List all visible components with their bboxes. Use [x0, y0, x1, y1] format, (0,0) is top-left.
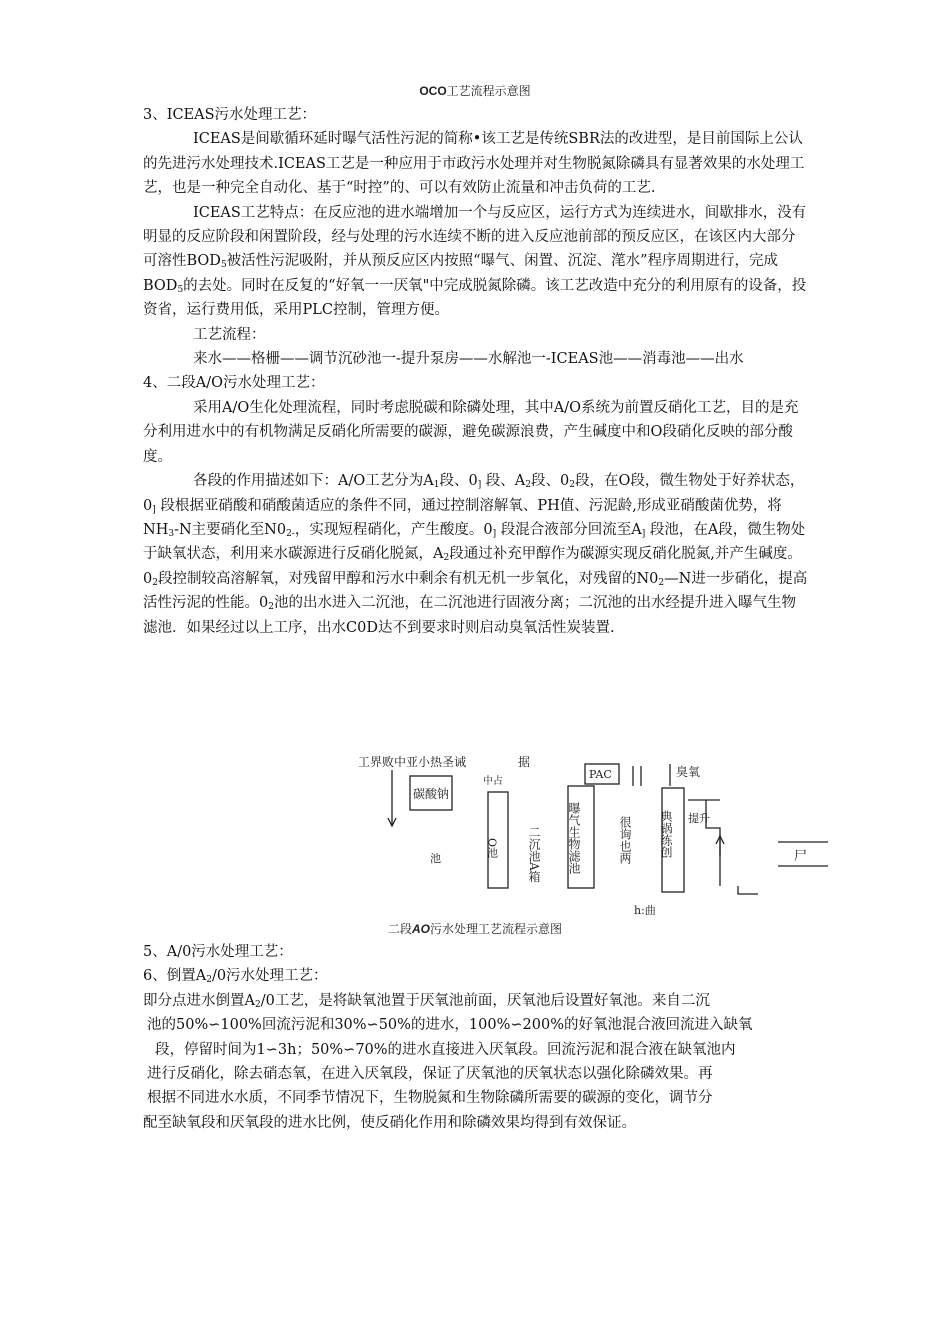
section6-line-1: 即分点进水倒置$A_2/0$工艺，是将缺氧池置于厌氧池前面，厌氧池后设置好氧池。来自二沉: [143, 992, 710, 1010]
ao-process-diagram: [358, 756, 828, 916]
lift-label: 提升: [688, 812, 710, 825]
biofilter-label: 曝气生物滤池: [567, 802, 581, 874]
section5-heading: 5、A/0污水处理工艺：: [143, 944, 293, 960]
diagram-top-right-text: 据: [518, 756, 531, 769]
ozone-label: 臭氧: [676, 765, 701, 779]
section4-heading: 4、二段A/O污水处理工艺：: [143, 375, 325, 392]
ozone-tank-label: 典锅练创: [659, 810, 673, 858]
caption-bold: OCO: [419, 84, 447, 98]
outlet-pipe: [738, 886, 758, 894]
section6-line-6: 配至缺氧段和厌氧段的进水比例，使反硝化作用和除磷效果均得到有效保证。: [143, 1114, 636, 1131]
bottom-label: h:曲: [634, 904, 656, 916]
o-tank-label: O池: [485, 838, 499, 859]
section3-heading: 3、ICEAS污水处理工艺：: [143, 107, 317, 123]
section3-paragraph-1: ICEAS是间歇循环延时曝气活性污泥的简称•该工艺是传统SBR法的改进型，是目前国际上公认的先进污水处理技术.ICEAS工艺是一种应用于市政污水处理并对生物脱氮除磷具有显著效果的水处理工艺，也是一种完全自动化、基于“时控”的、可以有效防止流量和冲击负荷的工艺.: [143, 131, 805, 197]
chi-label: 池: [430, 852, 441, 865]
section4-paragraph-1: 采用A/O生化处理流程，同时考虑脱碳和除磷处理，其中A/O系统为前置反硝化工艺，目的是充分利用进水中的有机物满足反硝化所需要的碳源，避免碳源浪费，产生碱度中和O段硝化反映的部分酸度。: [143, 399, 799, 465]
diagram-top-text: 工界败中亚小热圣诫: [358, 756, 467, 769]
soda-label: 碳酸钠: [413, 787, 450, 801]
section3-process-flow: 来水——格栅——调节沉砂池一-提升泵房——水解池一-ICEAS池——消毒池——出水: [193, 351, 744, 368]
section6-line-5: 根据不同进水水质，不同季节情况下，生物脱氮和生物除磷所需要的碳源的变化，调节分: [147, 1090, 713, 1107]
section6-line-2: 池的50%∽100%回流污泥和30%∽50%的进水，100%∽200%的好氧池混合液回流进入缺氧: [147, 1017, 753, 1034]
top-figure-caption: [0, 82, 950, 99]
outlet-label: 尸: [794, 849, 808, 864]
small-label: 中占: [483, 776, 503, 787]
filter-label: 很询也两: [618, 816, 632, 864]
section6-line-4: 进行反硝化，除去硝态氧，在进入厌氧段，保证了厌氧池的厌氧状态以强化除磷效果。再: [147, 1066, 713, 1083]
section6-line-3: 段，停留时间为1∽3h；50%∽70%的进水直接进入厌氧段。回流污泥和混合液在缺氧池内: [155, 1041, 736, 1058]
section6-heading: 6、倒置$A_2/0$污水处理工艺：: [143, 968, 328, 986]
caption-text: 工艺流程示意图: [446, 84, 531, 98]
lower-text-block: [143, 940, 813, 1135]
section3-paragraph-2: ICEAS工艺特点：在反应池的进水端增加一个与反应区，运行方式为连续进水，间歇排水，没有明显的反应阶段和闲置阶段，经与处理的污水连续不断的进入反应池前部的预反应区，在该区内大部分可溶性$BOD_5$被活性污泥吸附，并从预反应区内按照“曝气、闲置、沉淀、滗水”程序周期进行，完成$BOD_5$的去处。同时在反复的“好氧一一厌氧"中完成脱氮除磷。该工艺改造中充分的利用原有的设备，投资省，运行费用低，采用PLC控制，管理方便。: [143, 204, 807, 319]
main-text-block: [143, 103, 808, 640]
section4-paragraph-2: 各段的作用描述如下：A/O工艺分为$A_1$段、$0_]$ 段、$A_2$段、$0_2$段，在O段，微生物处于好养状态，$0_]$ 段根据亚硝酸和硝酸菌适应的条件不同，通过控制溶解氧、PH值、污泥龄,形成亚硝酸菌优势，将$NH_3-N$主要硝化至$N0_{2-}$，实现短程硝化，产生酸度。$0_]$ 段混合液部分回流至$A_]$ 段池，在A段，微生物处于缺氧状态，利用来水碳源进行反硝化脱氮，$A_2$段通过补充甲醇作为碳源实现反硝化脱氮,并产生碱度。$0_2$段控制较高溶解氧，对残留甲醇和污水中剩余有机无机一步氧化，对残留的$N0_2—N$进一步硝化，提高活性污泥的性能。$0_2$池的出水进入二沉池，在二沉池进行固液分离；二沉池的出水经提升进入曝气生物滤池．如果经过以上工序，出水C0D达不到要求时则启动臭氧活性炭装置.: [143, 473, 808, 636]
ao-figure-caption: 二段AO污水处理工艺流程示意图: [387, 922, 563, 936]
section3-paragraph-3: 工艺流程：: [193, 326, 266, 343]
clarifier-label: 二沉池A箱: [527, 826, 541, 883]
pac-label: PAC: [589, 768, 612, 781]
